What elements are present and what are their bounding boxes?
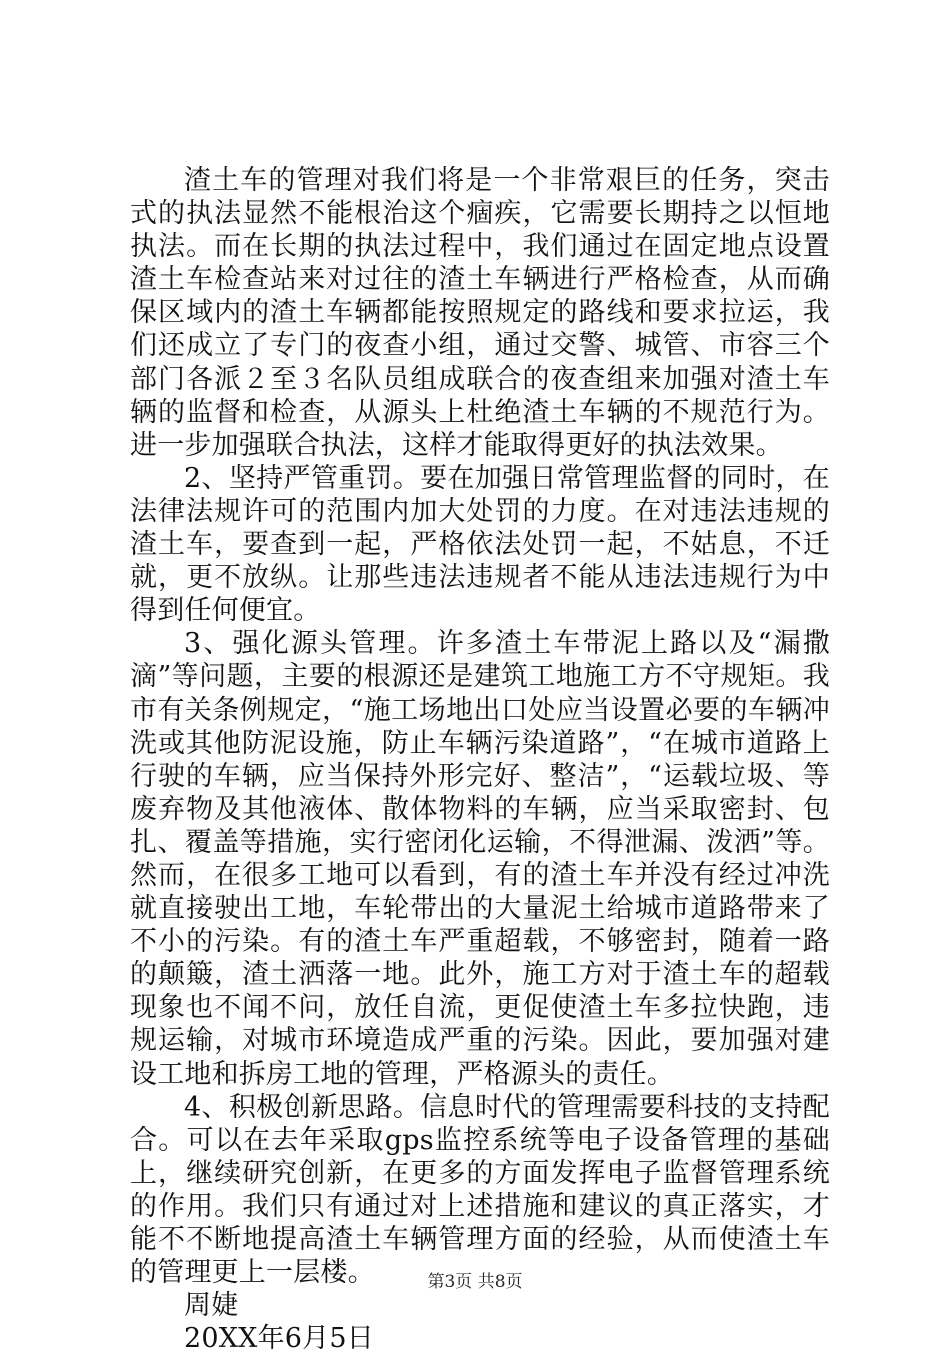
paragraph-innovation: 4、积极创新思路。信息时代的管理需要科技的支持配合。可以在去年采取gps监控系统等电子设备管理的基础上，继续研究创新，在更多的方面发挥电子监督管理系统的作用。我们只有通过对上述措施和建议的真正落实，才能不不断地提高渣土车辆管理方面的经验，从而使渣土车的管理更上一层楼。 <box>130 1091 830 1289</box>
paragraph-source-management: 3、强化源头管理。许多渣土车带泥上路以及“漏撒滴”等问题，主要的根源还是建筑工地施工方不守规矩。我市有关条例规定，“施工场地出口处应当设置必要的车辆冲洗或其他防泥设施，防止车辆污染道路”，“在城市道路上行驶的车辆，应当保持外形完好、整洁”，“运载垃圾、等废弃物及其他液体、散体物料的车辆，应当采取密封、包扎、覆盖等措施，实行密闭化运输，不得泄漏、泼洒”等。然而，在很多工地可以看到，有的渣土车并没有经过冲洗就直接驶出工地，车轮带出的大量泥土给城市道路带来了不小的污染。有的渣土车严重超载，不够密封，随着一路的颠簸，渣土洒落一地。此外，施工方对于渣土车的超载现象也不闻不问，放任自流，更促使渣土车多拉快跑，违规运输，对城市环境造成严重的污染。因此，要加强对建设工地和拆房工地的管理，严格源头的责任。 <box>130 628 830 1090</box>
signature-name: 周婕 <box>184 1290 239 1322</box>
page-footer: 第3页 共8页 <box>427 1272 523 1292</box>
paragraph-strict-penalty: 2、坚持严管重罚。要在加强日常管理监督的同时，在法律法规许可的范围内加大处罚的力度。在对违法违规的渣土车，要查到一起，严格依法处罚一起，不姑息，不迁就，更不放纵。让那些违法违规者不能从违法违规行为中得到任何便宜。 <box>130 462 830 627</box>
paragraph-enforcement: 渣土车的管理对我们将是一个非常艰巨的任务，突击式的执法显然不能根治这个痼疾，它需要长期持之以恒地执法。而在长期的执法过程中，我们通过在固定地点设置渣土车检查站来对过往的渣土车辆进行严格检查，从而确保区域内的渣土车辆都能按照规定的路线和要求拉运，我们还成立了专门的夜查小组，通过交警、城管、市容三个部门各派２至３名队员组成联合的夜查组来加强对渣土车辆的监督和检查，从源头上杜绝渣土车辆的不规范行为。进一步加强联合执法，这样才能取得更好的执法效果。 <box>130 165 830 461</box>
signature-date: 20XX年6月5日 <box>184 1323 374 1355</box>
document-body <box>130 164 830 1355</box>
